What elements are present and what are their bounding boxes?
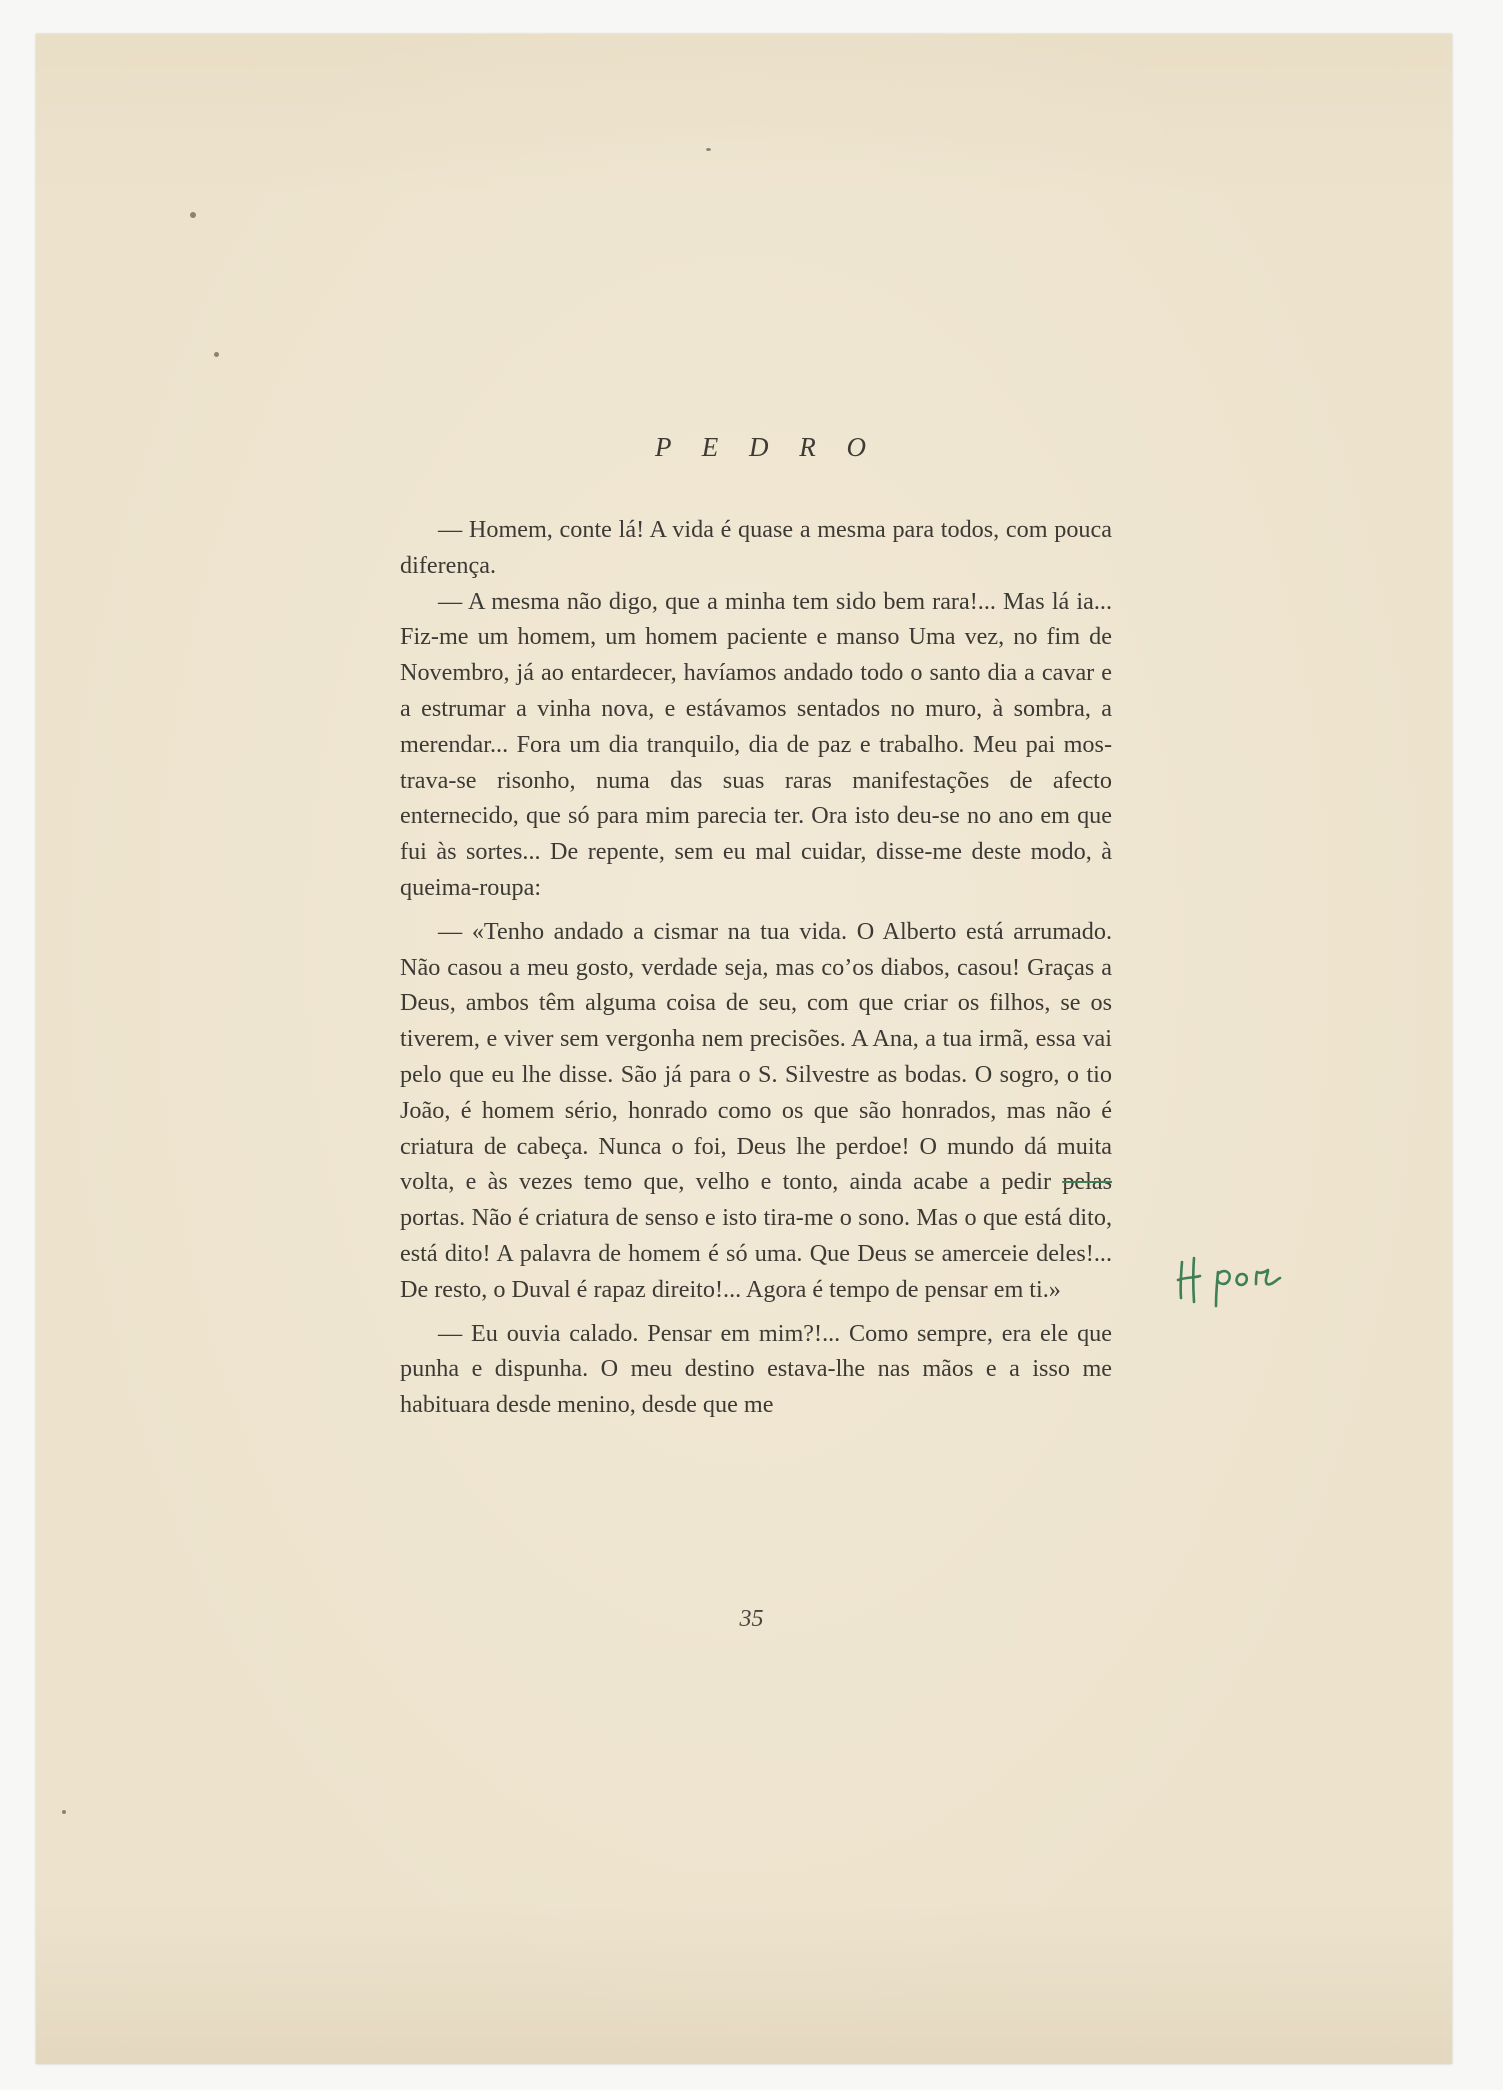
- handwritten-margin-note: [1172, 1250, 1292, 1310]
- paper-speck: [190, 212, 196, 218]
- paper-speck: [214, 352, 219, 357]
- running-title: P E D R O: [655, 432, 878, 462]
- quote-text-after: portas. Não é criatura de senso e isto tira-me o sono. Mas o que está dito, está dito! A palavra de homem é só uma. Que Deus se amerceie deles!... De resto, o Duval é rapaz direito!... Agora é tempo de pensar em ti.»: [400, 1204, 1112, 1303]
- paragraph: — A mesma não digo, que a minha tem sido bem rara!... Mas lá ia... Fiz-me um homem, um homem paciente e manso Uma vez, no fim de Novembro, já ao entardecer, havíamos andado todo o santo dia a cavar e a estrumar a vinha nova, e estávamos sentados no muro, à sombra, a merendar... Fora um dia tranquilo, dia de paz e trabalho. Meu pai mostrava-se risonho, numa das suas raras manifestações de afecto enternecido, que só para mim parecia ter. Ora isto deu-se no ano em que fui às sortes... De repente, sem eu mal cuidar, disse-me deste modo, à queima-roupa:: [400, 587, 1112, 901]
- quote-text-before: — «Tenho andado a cismar na tua vida. O Alberto está arrumado. Não casou a meu gosto, verdade seja, mas co’os diabos, casou! Graças a Deus, ambos têm alguma coisa de seu, com que criar os filhos, se os tiverem, e viver sem vergonha nem precisões. A Ana, a tua irmã, essa vai pelo que eu lhe disse. São já para o S. Silvestre as bodas. O sogro, o tio João, é homem sério, honrado como os que são honrados, mas não é criatura de cabeça. Nunca o foi, Deus lhe perdoe! O mundo dá muita volta, e às vezes temo que, velho e tonto, ainda acabe a pedir: [400, 917, 1112, 1196]
- struck-word: pelas: [1062, 1168, 1113, 1196]
- body-text: [400, 512, 1112, 1423]
- paper-speck: [706, 148, 711, 151]
- paragraph: — Eu ouvia calado. Pensar em mim?!... Como sempre, era ele que punha e dispunha. O meu destino estava-lhe nas mãos e a isso me habituara desde menino, desde que me: [400, 1319, 1112, 1419]
- paragraph: — Homem, conte lá! A vida é quase a mesma para todos, com pouca diferença.: [400, 516, 1112, 579]
- page-number: 35: [739, 1606, 764, 1632]
- margin-note-drawing: [1172, 1250, 1292, 1310]
- paper-speck: [62, 1810, 66, 1814]
- paragraph-quote: [400, 914, 1112, 1308]
